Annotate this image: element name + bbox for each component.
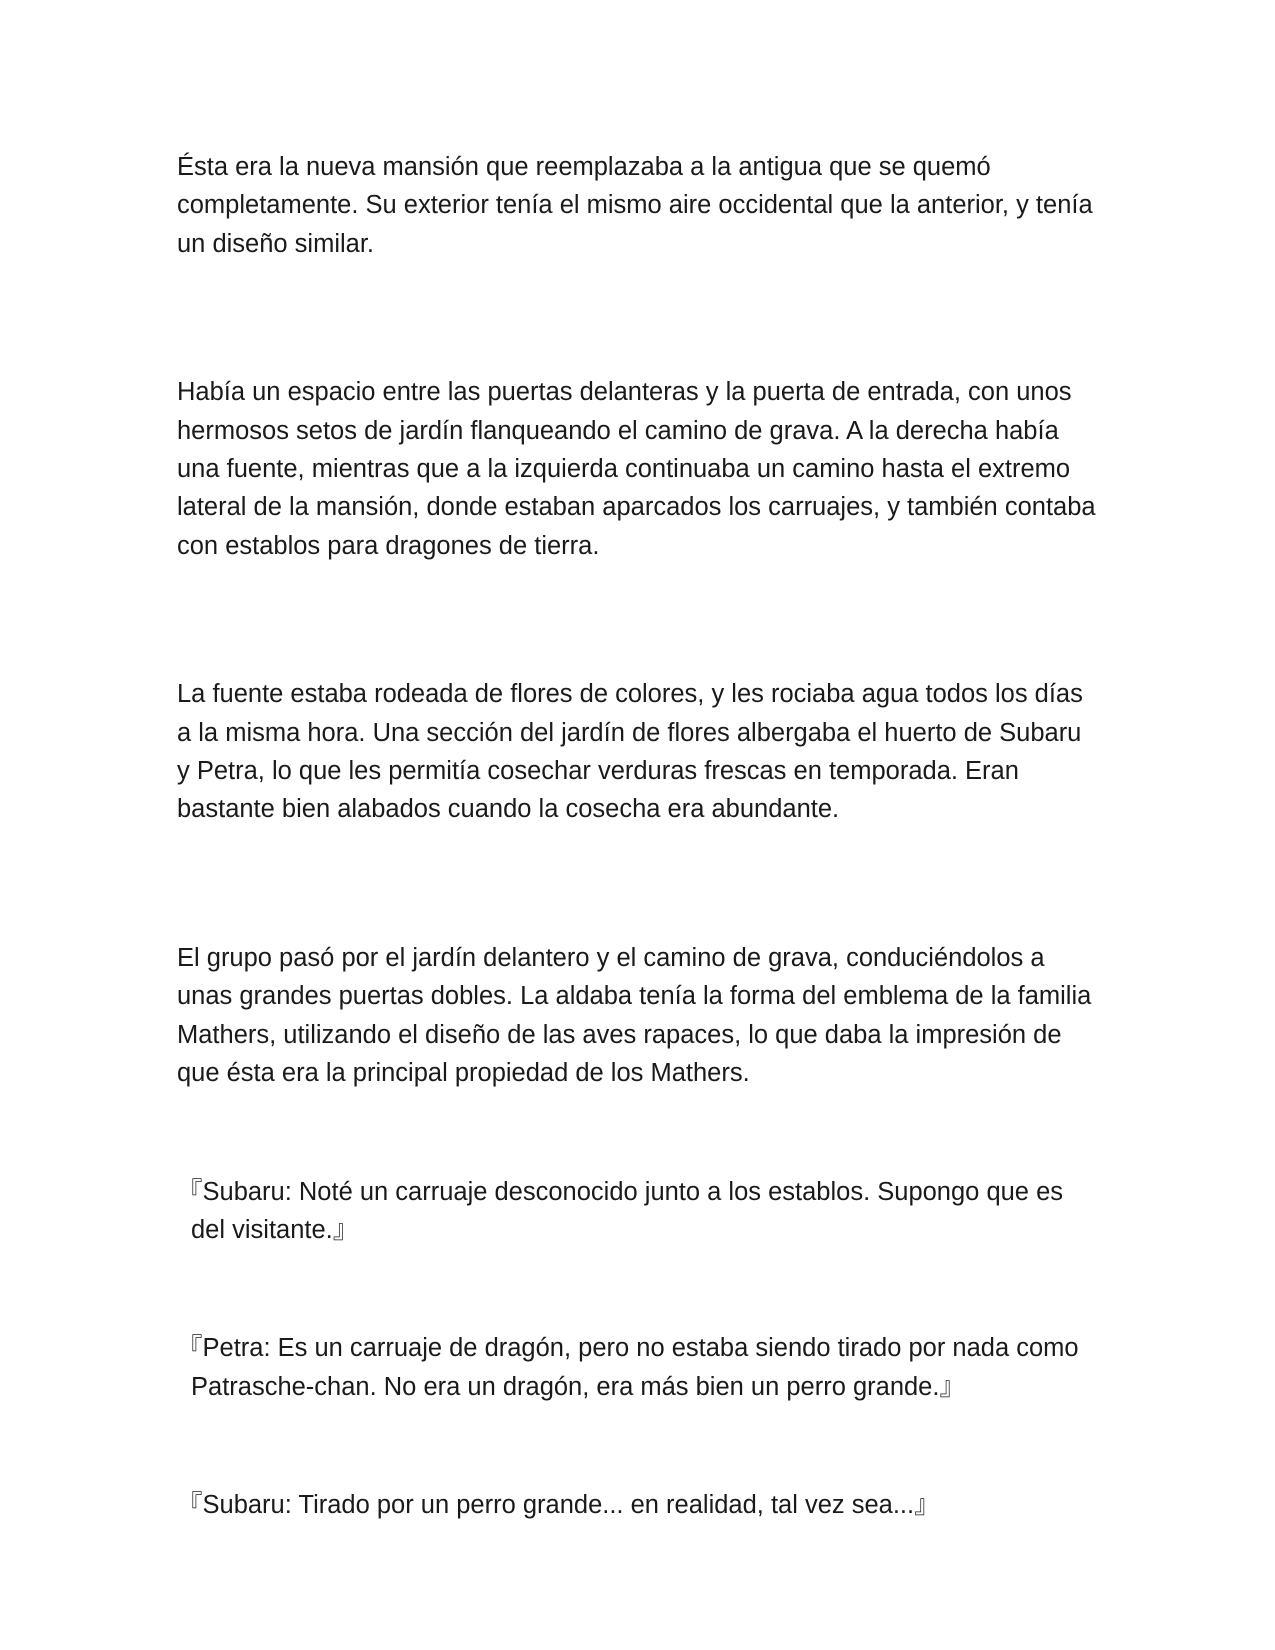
- dialogue-subaru-carriage: 『Subaru: Noté un carruaje desconocido junto a los establos. Supongo que es del visitante.』: [177, 1177, 1064, 1244]
- paragraph-mansion-description: Ésta era la nueva mansión que reemplazaba a la antigua que se quemó completamente. Su exterior tenía el mismo aire occidental que la anterior, y tenía un diseño similar.: [177, 153, 1093, 258]
- dialogue-petra-dragon-carriage: 『Petra: Es un carruaje de dragón, pero no estaba siendo tirado por nada como Patrasche-chan. No era un dragón, era más bien un perro grande.』: [177, 1334, 1079, 1401]
- paragraph-front-garden: Había un espacio entre las puertas delanteras y la puerta de entrada, con unos hermosos setos de jardín flanqueando el camino de grava. A la derecha había una fuente, mientras que a la izquierda continuaba un camino hasta el extremo lateral de la mansión, donde estaban aparcados los carruajes, y también contaba con establos para dragones de tierra.: [177, 378, 1096, 560]
- paragraph-fountain: La fuente estaba rodeada de flores de colores, y les rociaba agua todos los días a la misma hora. Una sección del jardín de flores albergaba el huerto de Subaru y Petra, lo que les permitía cosechar verduras frescas en temporada. Eran bastante bien alabados cuando la cosecha era abundante.: [177, 680, 1083, 824]
- dialogue-subaru-big-dog: 『Subaru: Tirado por un perro grande... en realidad, tal vez sea...』: [177, 1491, 940, 1520]
- text-body: [177, 148, 1097, 1525]
- paragraph-double-doors: El grupo pasó por el jardín delantero y el camino de grava, conduciéndolos a unas grandes puertas dobles. La aldaba tenía la forma del emblema de la familia Mathers, utilizando el diseño de las aves rapaces, lo que daba la impresión de que ésta era la principal propiedad de los Mathers.: [177, 943, 1092, 1088]
